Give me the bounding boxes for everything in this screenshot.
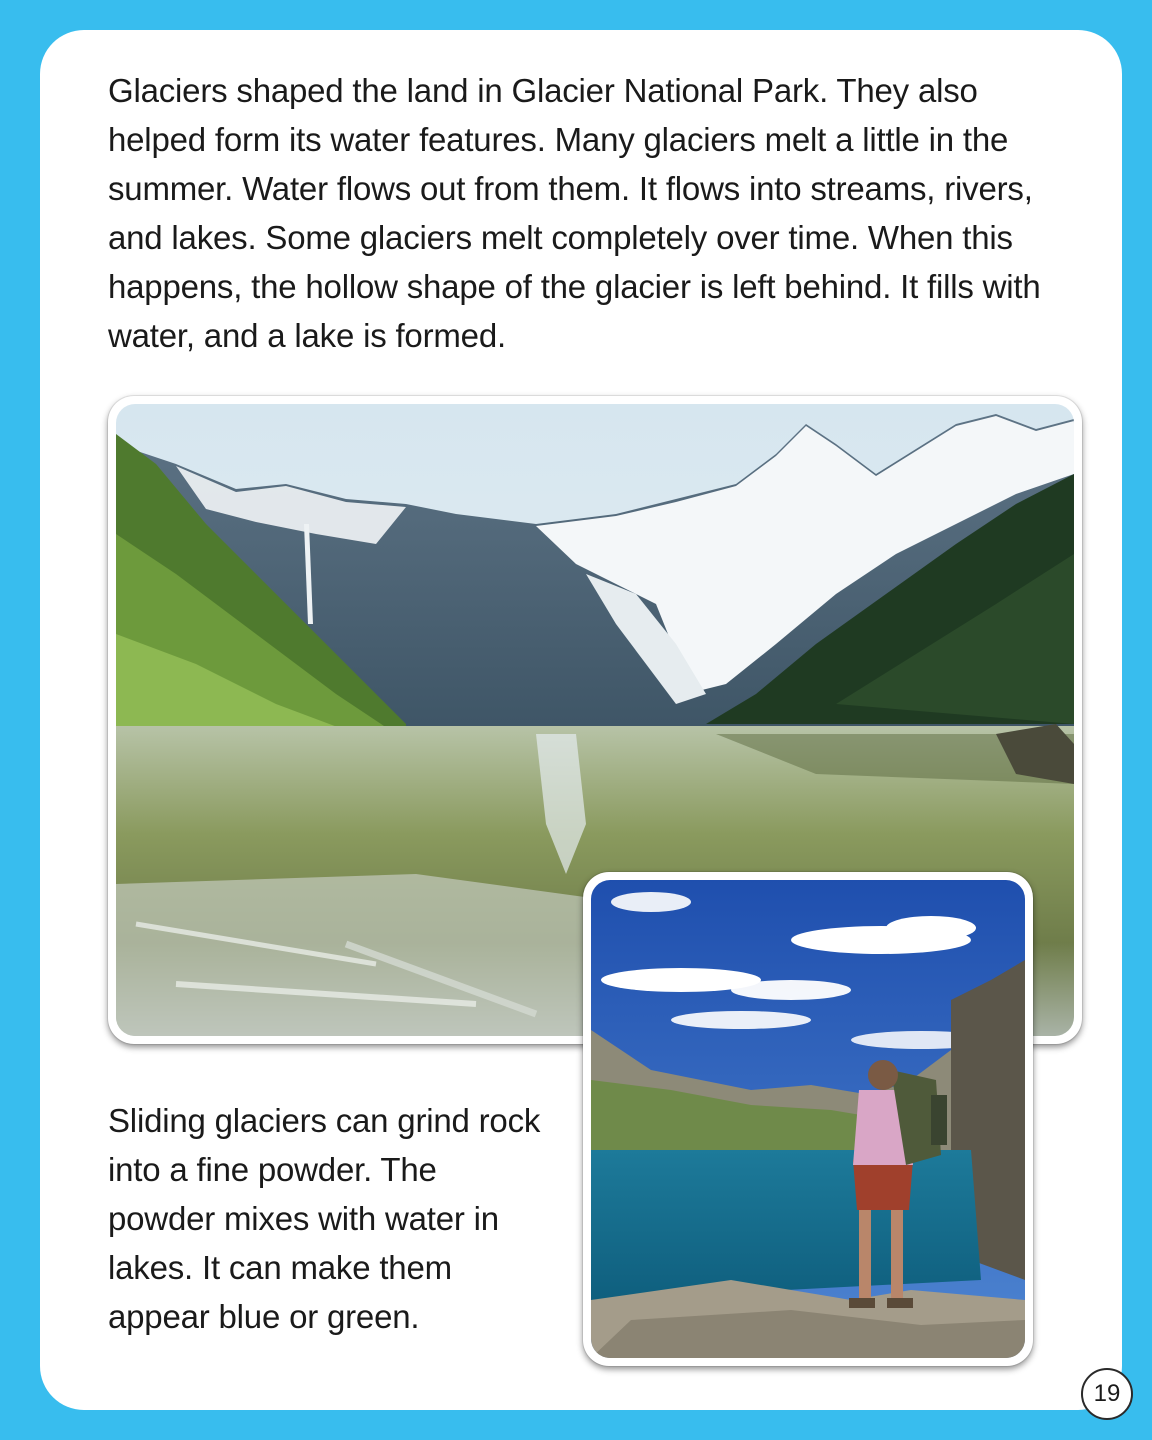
main-paragraph: Glaciers shaped the land in Glacier National Park. They also helped form its water features. Many glaciers melt a little in the summer. Water flows out from them. It flows into streams, rivers, and lakes. Some glaciers melt completely over time. When this happens, the hollow shape of the glacier is left behind. It fills with water, and a lake is formed. bbox=[108, 72, 1041, 354]
hiker-photo bbox=[591, 880, 1025, 1358]
page-number: 19 bbox=[1081, 1368, 1133, 1420]
side-paragraph: Sliding glaciers can grind rock into a fine powder. The powder mixes with water in lakes. It can make them appear blue or green. bbox=[108, 1102, 541, 1335]
hiker-photo-frame bbox=[583, 872, 1033, 1366]
